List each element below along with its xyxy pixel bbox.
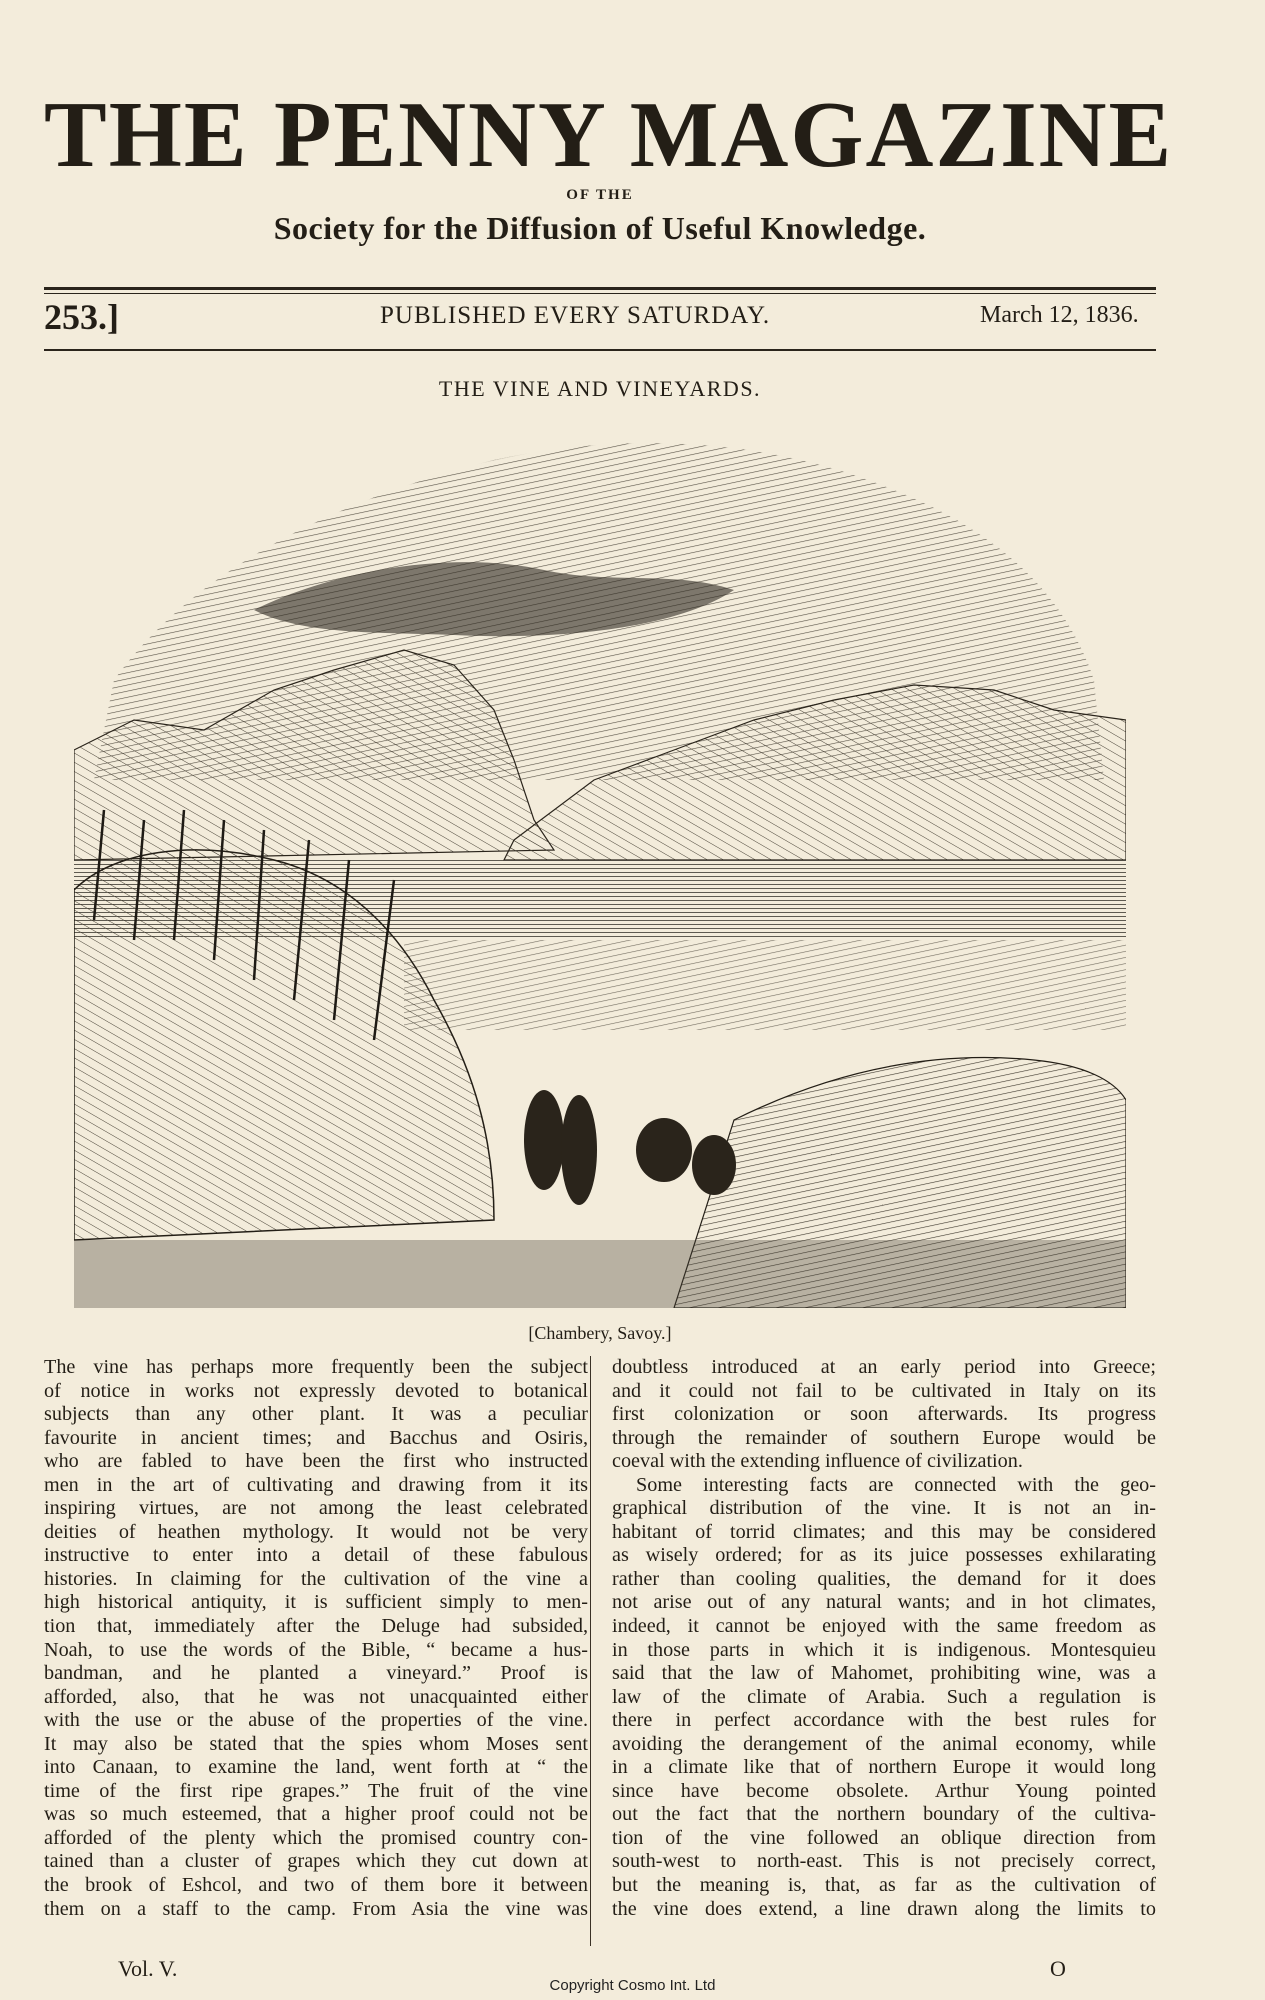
column-left (44, 1356, 588, 1921)
text-line: men in the art of cultivating and drawing from it its (44, 1473, 588, 1496)
text-line: high historical antiquity, it is sufficient simply to men- (44, 1591, 588, 1614)
text-line: and it could not fail to be cultivated in Italy on its (612, 1379, 1156, 1402)
text-line: in a climate like that of northern Europe it would long (612, 1756, 1156, 1779)
signature-mark: O (1050, 1956, 1066, 1981)
text-line: with the use or the abuse of the properties of the vine. (44, 1709, 588, 1732)
text-line: since have become obsolete. Arthur Young pointed (612, 1779, 1156, 1802)
rule-bottom (44, 349, 1156, 351)
text-line: bandman, and he planted a vineyard.” Proof is (44, 1662, 588, 1685)
text-line: out the fact that the northern boundary of the cultiva- (612, 1803, 1156, 1826)
text-line: time of the first ripe grapes.” The fruit of the vine (44, 1779, 588, 1802)
text-line: inspiring virtues, are not among the least celebrated (44, 1497, 588, 1520)
text-line: afforded of the plenty which the promised country con- (44, 1826, 588, 1849)
text-line: the vine does extend, a line drawn along the limits to (612, 1897, 1156, 1920)
text-line: first colonization or soon afterwards. Its progress (612, 1403, 1156, 1426)
volume-label: Vol. V. (118, 1956, 178, 1981)
issue-date: March 12, 1836. (980, 302, 1139, 328)
text-line: the brook of Eshcol, and two of them bore it between (44, 1874, 588, 1897)
text-line: but the meaning is, that, as far as the cultivation of (612, 1874, 1156, 1897)
text-line: tion of the vine followed an oblique direction from (612, 1826, 1156, 1849)
text-line: Noah, to use the words of the Bible, “ became a hus- (44, 1638, 588, 1661)
text-line: in those parts in which it is indigenous. Montesquieu (612, 1638, 1156, 1661)
copyright-watermark: Copyright Cosmo Int. Ltd (549, 1977, 716, 1994)
text-line: Some interesting facts are connected with the geo- (636, 1473, 1156, 1496)
text-line: rather than cooling qualities, the demand for it does (612, 1567, 1156, 1590)
rule-top-thick (44, 287, 1156, 290)
column-right (612, 1356, 1156, 1921)
text-line: them on a staff to the camp. From Asia the vine was (44, 1897, 588, 1920)
text-line: habitant of torrid climates; and this may be considered (612, 1520, 1156, 1543)
published-line: PUBLISHED EVERY SATURDAY. (380, 302, 771, 329)
text-line: The vine has perhaps more frequently been the subject (44, 1356, 588, 1378)
column-divider (590, 1356, 591, 1946)
text-line: law of the climate of Arabia. Such a regulation is (612, 1685, 1156, 1708)
text-line: south-west to north-east. This is not precisely correct, (612, 1850, 1156, 1873)
text-line: there in perfect accordance with the best rules for (612, 1709, 1156, 1732)
figures (524, 1090, 736, 1205)
text-line: into Canaan, to examine the land, went forth at “ the (44, 1756, 588, 1779)
rule-top-thin (44, 293, 1156, 294)
text-line: coeval with the extending influence of civilization. (612, 1450, 1023, 1473)
text-line: favourite in ancient times; and Bacchus and Osiris, (44, 1426, 588, 1449)
masthead-society: Society for the Diffusion of Useful Knowledge. (273, 210, 927, 246)
text-line: as wisely ordered; for as its juice possesses exhilarating (612, 1544, 1156, 1567)
text-line: avoiding the derangement of the animal economy, while (612, 1732, 1156, 1755)
illustration-caption: [Chambery, Savoy.] (528, 1323, 672, 1343)
text-line: deities of heathen mythology. It would not be very (44, 1520, 588, 1543)
text-line: was so much esteemed, that a higher proof could not be (44, 1803, 588, 1826)
text-line: histories. In claiming for the cultivation of the vine a (44, 1567, 588, 1590)
masthead-title: THE PENNY MAGAZINE (44, 83, 1174, 187)
issue-number: 253.] (44, 297, 119, 337)
text-line: graphical distribution of the vine. It is not an in- (612, 1497, 1156, 1520)
text-line: through the remainder of southern Europe would be (612, 1426, 1156, 1449)
text-line: afforded, also, that he was not unacquainted either (44, 1685, 588, 1708)
text-line: subjects than any other plant. It was a peculiar (44, 1403, 588, 1426)
text-line: not arise out of any natural wants; and in hot climates, (612, 1591, 1156, 1614)
text-line: tained than a cluster of grapes which they cut down at (44, 1850, 588, 1873)
masthead-of-the: OF THE (566, 187, 634, 203)
ground (74, 1240, 1126, 1308)
text-line: doubtless introduced at an early period into Greece; (612, 1356, 1156, 1378)
text-line: of notice in works not expressly devoted to botanical (44, 1379, 588, 1402)
text-line: tion that, immediately after the Deluge had subsided, (44, 1615, 588, 1638)
plain-lower (404, 940, 1126, 1030)
text-line: It may also be stated that the spies whom Moses sent (44, 1732, 588, 1755)
landscape-engraving-icon (74, 420, 1126, 1308)
text-line: who are fabled to have been the first who instructed (44, 1450, 588, 1473)
text-line: indeed, it cannot be enjoyed with the same freedom as (612, 1615, 1156, 1638)
article-title: THE VINE AND VINEYARDS. (438, 376, 762, 401)
text-line: said that the law of Mahomet, prohibiting wine, was a (612, 1662, 1156, 1685)
text-line: instructive to enter into a detail of these fabulous (44, 1544, 588, 1567)
